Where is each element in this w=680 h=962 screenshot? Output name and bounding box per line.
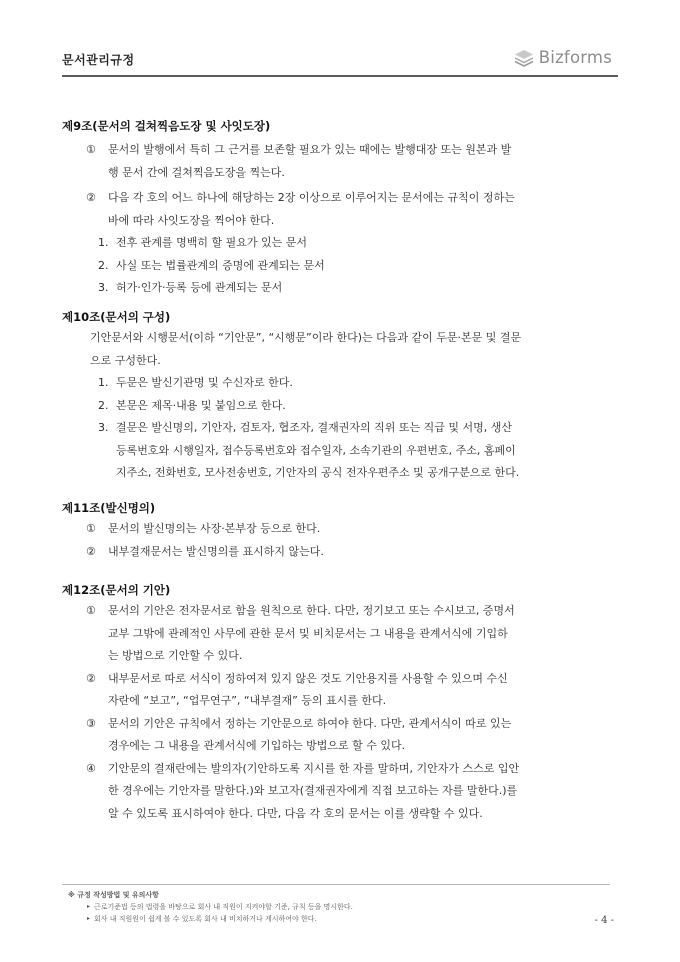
- item-line: 본문은 제목·내용 및 붙임으로 한다.: [116, 398, 286, 412]
- item-number: 2.: [98, 398, 109, 412]
- clause-line: 내부문서로 따로 서식이 정하여져 있지 않은 것도 기안용지를 사용할 수 있으며 수신: [108, 671, 508, 685]
- clause-marker: ③: [86, 716, 96, 730]
- footer-heading: ※ 규정 작성방법 및 유의사항: [68, 891, 159, 899]
- item-number: 1.: [98, 236, 109, 249]
- clause-marker: ①: [86, 604, 96, 617]
- item-line: 전후 관계를 명백히 할 필요가 있는 문서: [116, 236, 307, 249]
- footer-note: [68, 913, 353, 925]
- footer-notes: [68, 889, 353, 925]
- article-title: 제9조(문서의 걸쳐찍음도장 및 사잇도장): [62, 119, 271, 133]
- item-number: 1.: [98, 376, 109, 389]
- clause-line: 문서의 기안은 전자문서로 함을 원칙으로 한다. 다만, 정기보고 또는 수시보고, 증명서: [108, 604, 515, 617]
- clause-line: 자란에 “보고”, “업무연구”, “내부결재” 등의 표시를 한다.: [108, 694, 387, 707]
- item-number: 2.: [98, 258, 109, 272]
- clause-marker: ①: [86, 143, 96, 156]
- bizforms-logo-icon: [514, 49, 534, 67]
- article-paragraph: [90, 327, 622, 372]
- footer-note-text: 근로기준법 등의 법령을 바탕으로 회사 내 직원이 지켜야할 기준, 규칙 등을 명시한다.: [94, 903, 353, 911]
- article-title: 제12조(문서의 기안): [62, 583, 171, 597]
- article-9: [62, 116, 622, 300]
- paragraph-line: 으로 구성한다.: [90, 353, 161, 367]
- numbered-item: [62, 277, 622, 300]
- clause-line: 문서의 기안은 규칙에서 정하는 기안문으로 하여야 한다. 다만, 관계서식이 따로 있는: [108, 716, 512, 730]
- triangle-bullet-icon: ▸: [87, 903, 91, 910]
- numbered-item: [62, 232, 622, 255]
- numbered-item: [62, 417, 622, 485]
- clause-item: [62, 600, 622, 668]
- article-12: [62, 580, 622, 825]
- clause-line: 기안문의 결재란에는 발의자(기안하도록 지시를 한 자를 말하며, 기안자가 스스로 입안: [108, 761, 520, 775]
- clause-item: [62, 758, 622, 826]
- clause-item: [62, 668, 622, 713]
- page-number: - 4 -: [594, 915, 614, 926]
- clause-line: 행 문서 간에 걸쳐찍음도장을 찍는다.: [108, 165, 285, 179]
- article-title: 제10조(문서의 구성): [62, 310, 171, 324]
- page-header: [62, 48, 618, 78]
- clause-item: [62, 713, 622, 758]
- footer-note-text: 회사 내 직원원이 쉽게 볼 수 있도록 회사 내 비치하거나 게시하여야 한다.: [94, 915, 317, 923]
- clause-marker: ②: [86, 191, 96, 204]
- clause-marker: ②: [86, 671, 96, 685]
- triangle-bullet-icon: ▸: [87, 915, 91, 922]
- clause-line: 다음 각 호의 어느 하나에 해당하는 2장 이상으로 이루어지는 문서에는 규칙이 정하는: [108, 191, 515, 204]
- footer-divider: [62, 884, 610, 885]
- item-line: 허가·인가·등록 등에 관계되는 문서: [116, 281, 283, 294]
- clause-item: [62, 518, 622, 541]
- brand-name: Bizforms: [538, 48, 612, 67]
- clause-line: 바에 따라 사잇도장을 찍어야 한다.: [108, 213, 275, 227]
- item-line: 지주소, 전화번호, 모사전송번호, 기안자의 공식 전자우편주소 및 공개구분으로 한다.: [116, 466, 520, 479]
- clause-line: 내부결재문서는 발신명의를 표시하지 않는다.: [108, 544, 324, 558]
- clause-item: [62, 139, 622, 184]
- numbered-item: [62, 255, 622, 278]
- clause-line: 알 수 있도록 표시하여야 한다. 다만, 다음 각 호의 문서는 이를 생략할 수 있다.: [108, 806, 483, 820]
- clause-line: 한 경우에는 기안자를 말한다.)와 보고자(결재권자에게 직접 보고하는 자를 말한다.)를: [108, 784, 518, 797]
- item-number: 3.: [98, 281, 109, 294]
- item-number: 3.: [98, 421, 109, 434]
- clause-line: 는 방법으로 기안할 수 있다.: [108, 649, 243, 662]
- clause-item: [62, 541, 622, 564]
- article-title: 제11조(발신명의): [62, 501, 156, 515]
- item-line: 사실 또는 법률관계의 증명에 관계되는 문서: [116, 258, 325, 272]
- item-line: 두문은 발신기관명 및 수신자로 한다.: [116, 376, 293, 389]
- numbered-item: [62, 372, 622, 395]
- paragraph-line: 기안문서와 시행문서(이하 “기안문”, “시행문”이라 한다)는 다음과 같이 두문·본문 및 결문: [90, 331, 522, 344]
- document-title: 문서관리규정: [62, 53, 135, 67]
- item-line: 결문은 발신명의, 기안자, 검토자, 협조자, 결재권자의 직위 또는 직급 및 서명, 생산: [116, 421, 512, 434]
- clause-marker: ②: [86, 544, 96, 558]
- clause-line: 교부 그밖에 관례적인 사무에 관한 문서 및 비치문서는 그 내용을 관계서식에 기입하: [108, 626, 508, 640]
- clause-line: 문서의 발신명의는 사장·본부장 등으로 한다.: [108, 522, 321, 535]
- item-line: 등록번호와 시행일자, 접수등록번호와 접수일자, 소속기관의 우편번호, 주소, 홈페이: [116, 443, 516, 457]
- article-11: [62, 498, 622, 563]
- footer-note: [68, 901, 353, 913]
- clause-marker: ④: [86, 761, 96, 775]
- article-10: [62, 307, 622, 485]
- clause-item: [62, 187, 622, 232]
- clause-marker: ①: [86, 522, 96, 535]
- numbered-item: [62, 395, 622, 418]
- brand-logo: [514, 48, 612, 67]
- clause-line: 문서의 발행에서 특히 그 근거를 보존할 필요가 있는 때에는 발행대장 또는 원본과 발: [108, 143, 512, 156]
- header-divider: [62, 75, 618, 77]
- clause-line: 경우에는 그 내용을 관계서식에 기입하는 방법으로 할 수 있다.: [108, 739, 406, 752]
